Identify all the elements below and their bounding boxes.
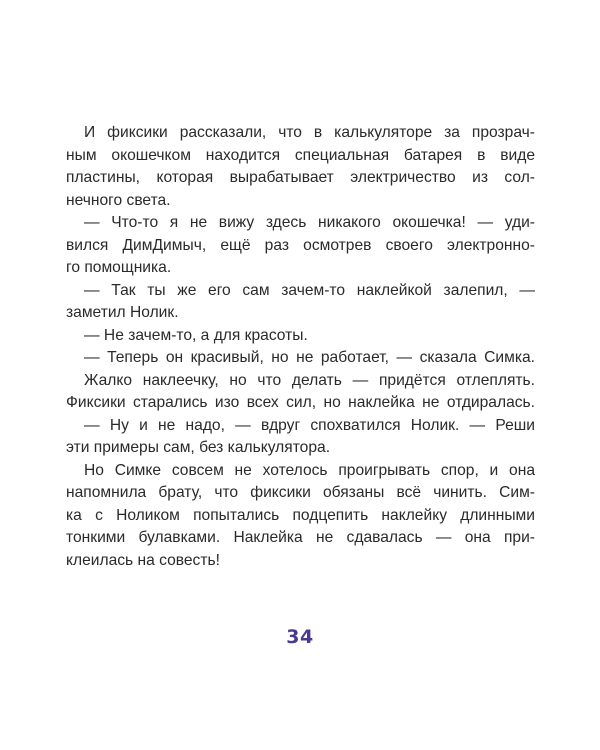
text-line: — Не зачем-то, а для красоты. — [84, 326, 308, 344]
text-line: нечного света. — [66, 191, 171, 209]
text-line: — Теперь он красивый, но не работает, — сказала Симка. — [84, 349, 535, 366]
text-line: го помощника. — [66, 259, 172, 276]
text-line: клеилась на совесть! — [66, 551, 220, 569]
text-line: пластины, которая вырабатывает электричество из сол- — [66, 169, 535, 186]
text-line: — Ну и не надо, — вдруг спохватился Нолик. — Реши — [84, 416, 535, 434]
text-line: заметил Нолик. — [66, 304, 179, 321]
text-line: Фиксики старались изо всех сил, но наклейка не отдиралась. — [66, 394, 535, 411]
page-number: 34 — [286, 626, 314, 648]
text-line: Жалко наклеечку, но что делать — придётся отлеплять. — [84, 371, 535, 389]
page-text — [66, 122, 535, 572]
text-line: тонкими булавками. Наклейка не сдавалась — она при- — [66, 529, 535, 546]
text-line: ным окошечком находится специальная батарея в виде — [66, 146, 535, 164]
text-line: напомнила брату, что фиксики обязаны всё чинить. Сим- — [66, 484, 535, 501]
text-line: вился ДимДимыч, ещё раз осмотрев своего электронно- — [66, 236, 535, 254]
text-line: Но Симке совсем не хотелось проигрывать спор, и она — [84, 461, 535, 479]
text-line: эти примеры сам, без калькулятора. — [66, 439, 331, 456]
text-line: — Что-то я не вижу здесь никакого окошечка! — уди- — [84, 214, 535, 231]
text-line: — Так ты же его сам зачем-то наклейкой залепил, — — [84, 281, 535, 299]
text-line: ка с Ноликом попытались подцепить наклейку длинными — [66, 506, 535, 524]
text-line: И фиксики рассказали, что в калькуляторе за прозрач- — [84, 124, 535, 141]
